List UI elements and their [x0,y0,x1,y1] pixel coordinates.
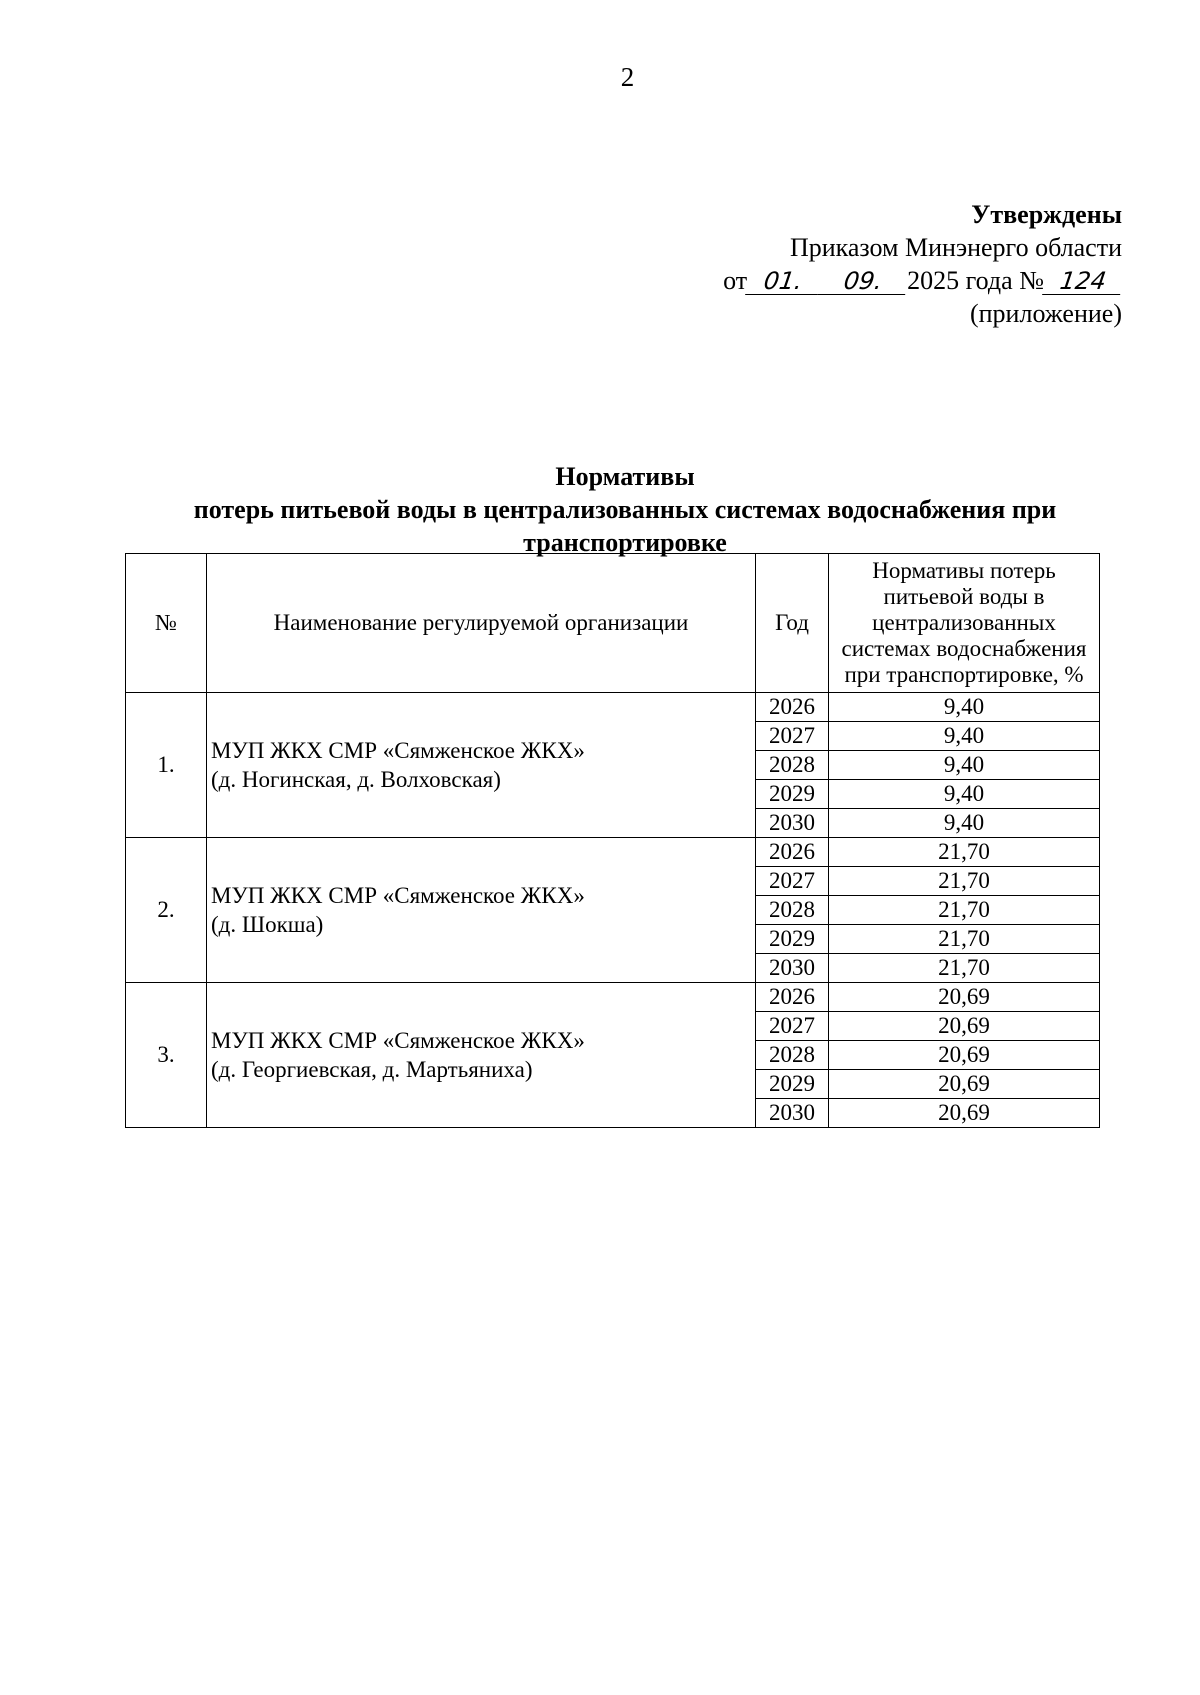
year-cell: 2026 [756,838,829,867]
year-cell: 2027 [756,722,829,751]
norm-value-cell: 20,69 [829,1012,1100,1041]
header-number: № [126,554,207,693]
year-cell: 2029 [756,925,829,954]
year-cell: 2028 [756,896,829,925]
year-cell: 2026 [756,693,829,722]
header-organization: Наименование регулируемой организации [207,554,756,693]
title-line-2: потерь питьевой воды в централизованных системах водоснабжения при [193,495,1057,524]
norm-value-cell: 20,69 [829,983,1100,1012]
approval-date-line [723,264,1122,297]
approval-attachment: (приложение) [969,299,1122,328]
document-title [145,460,1105,559]
year-cell: 2028 [756,1041,829,1070]
header-year: Год [756,554,829,693]
date-suffix: 2025 года № [907,266,1044,295]
approval-order: Приказом Минэнерго области [789,233,1122,262]
organization-name: МУП ЖКХ СМР «Сямженское ЖКХ» [211,883,585,908]
year-cell: 2028 [756,751,829,780]
date-prefix: от [723,266,748,295]
organization-location: (д. Ногинская, д. Волховская) [211,767,501,792]
page-number: 2 [620,62,635,92]
table-row [126,838,1100,867]
organization-cell [207,693,756,838]
organization-name: МУП ЖКХ СМР «Сямженское ЖКХ» [211,1028,585,1053]
table-header-row [126,554,1100,693]
year-cell: 2030 [756,1099,829,1128]
year-cell: 2029 [756,780,829,809]
table-row [126,693,1100,722]
handwritten-date-day: 01. [745,268,821,295]
norm-value-cell: 9,40 [829,780,1100,809]
approval-heading: Утверждены [971,200,1122,229]
title-line-1: Нормативы [555,462,695,491]
norm-value-cell: 21,70 [829,838,1100,867]
norm-value-cell: 9,40 [829,751,1100,780]
year-cell: 2027 [756,1012,829,1041]
organization-location: (д. Георгиевская, д. Мартьяниха) [211,1057,533,1082]
approval-block [723,198,1122,330]
norm-value-cell: 21,70 [829,954,1100,983]
handwritten-date-month: 09. [817,268,909,295]
organization-name: МУП ЖКХ СМР «Сямженское ЖКХ» [211,738,585,763]
norm-value-cell: 21,70 [829,896,1100,925]
year-cell: 2026 [756,983,829,1012]
norms-table [125,553,1100,1128]
norm-value-cell: 20,69 [829,1041,1100,1070]
norm-value-cell: 21,70 [829,925,1100,954]
norm-value-cell: 20,69 [829,1099,1100,1128]
header-norm: Нормативы потерь питьевой воды в централизованных системах водоснабжения при транспортировке, % [829,554,1100,693]
organization-cell [207,838,756,983]
norm-value-cell: 9,40 [829,693,1100,722]
norm-value-cell: 9,40 [829,722,1100,751]
norm-value-cell: 21,70 [829,867,1100,896]
norm-value-cell: 20,69 [829,1070,1100,1099]
table-row [126,983,1100,1012]
year-cell: 2029 [756,1070,829,1099]
year-cell: 2030 [756,809,829,838]
organization-cell [207,983,756,1128]
group-number: 3. [126,983,207,1128]
group-number: 1. [126,693,207,838]
group-number: 2. [126,838,207,983]
year-cell: 2027 [756,867,829,896]
handwritten-order-number: 124 [1042,268,1124,295]
organization-location: (д. Шокша) [211,912,324,937]
title-line-3: транспортировке [523,528,727,557]
year-cell: 2030 [756,954,829,983]
norm-value-cell: 9,40 [829,809,1100,838]
